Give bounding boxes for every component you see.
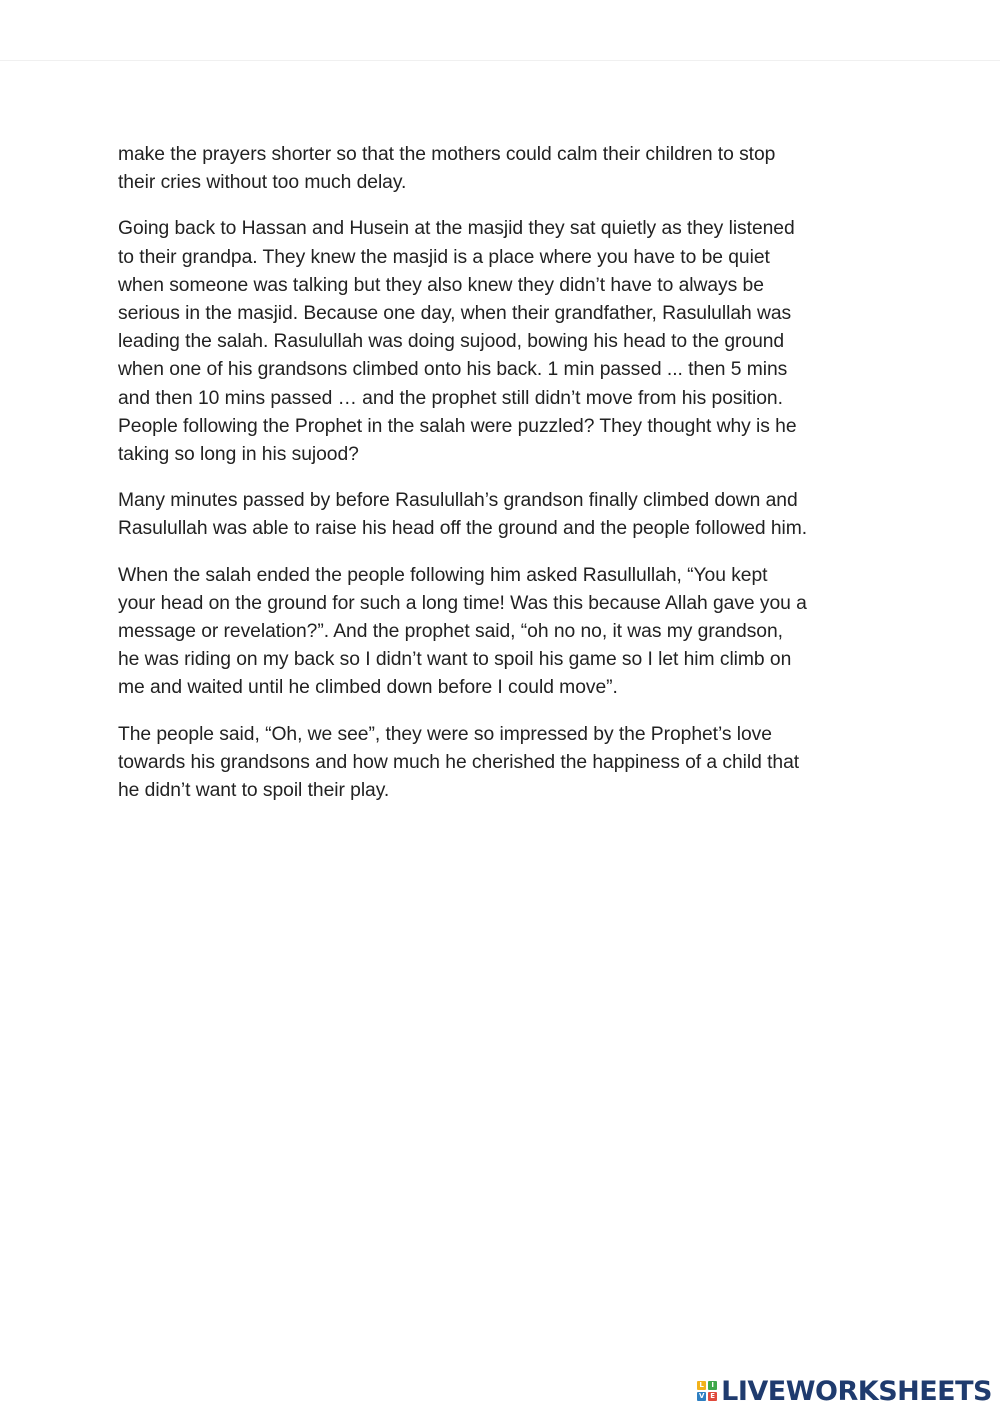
story-paragraph-2: Going back to Hassan and Husein at the masjid they sat quietly as they listened to their grandpa. They knew the masjid is a place where you have to be quiet when someone was talking but they also knew they didn’t have to always be serious in the masjid. Because one day, when their grandfather, Rasulullah was leading the salah. Rasulullah was doing sujood, bowing his head to the ground when one of his grandsons climbed onto his back. 1 min passed ... then 5 mins and then 10 mins passed … and the prophet still didn’t move from his position. People following the Prophet in the salah were puzzled? They thought why is he taking so long in his sujood? bbox=[118, 218, 797, 466]
story-paragraph-1: make the prayers shorter so that the mothers could calm their children to stop their cries without too much delay. bbox=[118, 144, 776, 194]
page-top-edge bbox=[0, 60, 1000, 61]
story-paragraph-5: The people said, “Oh, we see”, they were so impressed by the Prophet’s love towards his grandsons and how much he cherished the happiness of a child that he didn’t want to spoil their play. bbox=[118, 723, 800, 802]
liveworksheets-watermark bbox=[697, 1377, 992, 1405]
logo-tile-v: V bbox=[698, 1392, 705, 1400]
logo-tile-l: L bbox=[697, 1381, 706, 1390]
story-paragraph-4: When the salah ended the people following him asked Rasullullah, “You kept your head on the ground for such a long time! Was this because Allah gave you a message or revelation?”. And the prophet said, “oh no no, it was my grandson, he was riding on my back so I didn’t want to spoil his game so I let him climb on me and waited until he climbed down before I could move”. bbox=[118, 564, 807, 699]
logo-tile-e: E bbox=[708, 1392, 717, 1401]
liveworksheets-logo-icon bbox=[697, 1381, 717, 1401]
worksheet-page-body bbox=[118, 141, 908, 823]
logo-tile-i: I bbox=[708, 1381, 717, 1390]
watermark-text: LIVEWORKSHEETS bbox=[721, 1375, 992, 1407]
story-paragraph-3: Many minutes passed by before Rasulullah’s grandson finally climbed down and Rasulullah was able to raise his head off the ground and the people followed him. bbox=[118, 490, 808, 540]
